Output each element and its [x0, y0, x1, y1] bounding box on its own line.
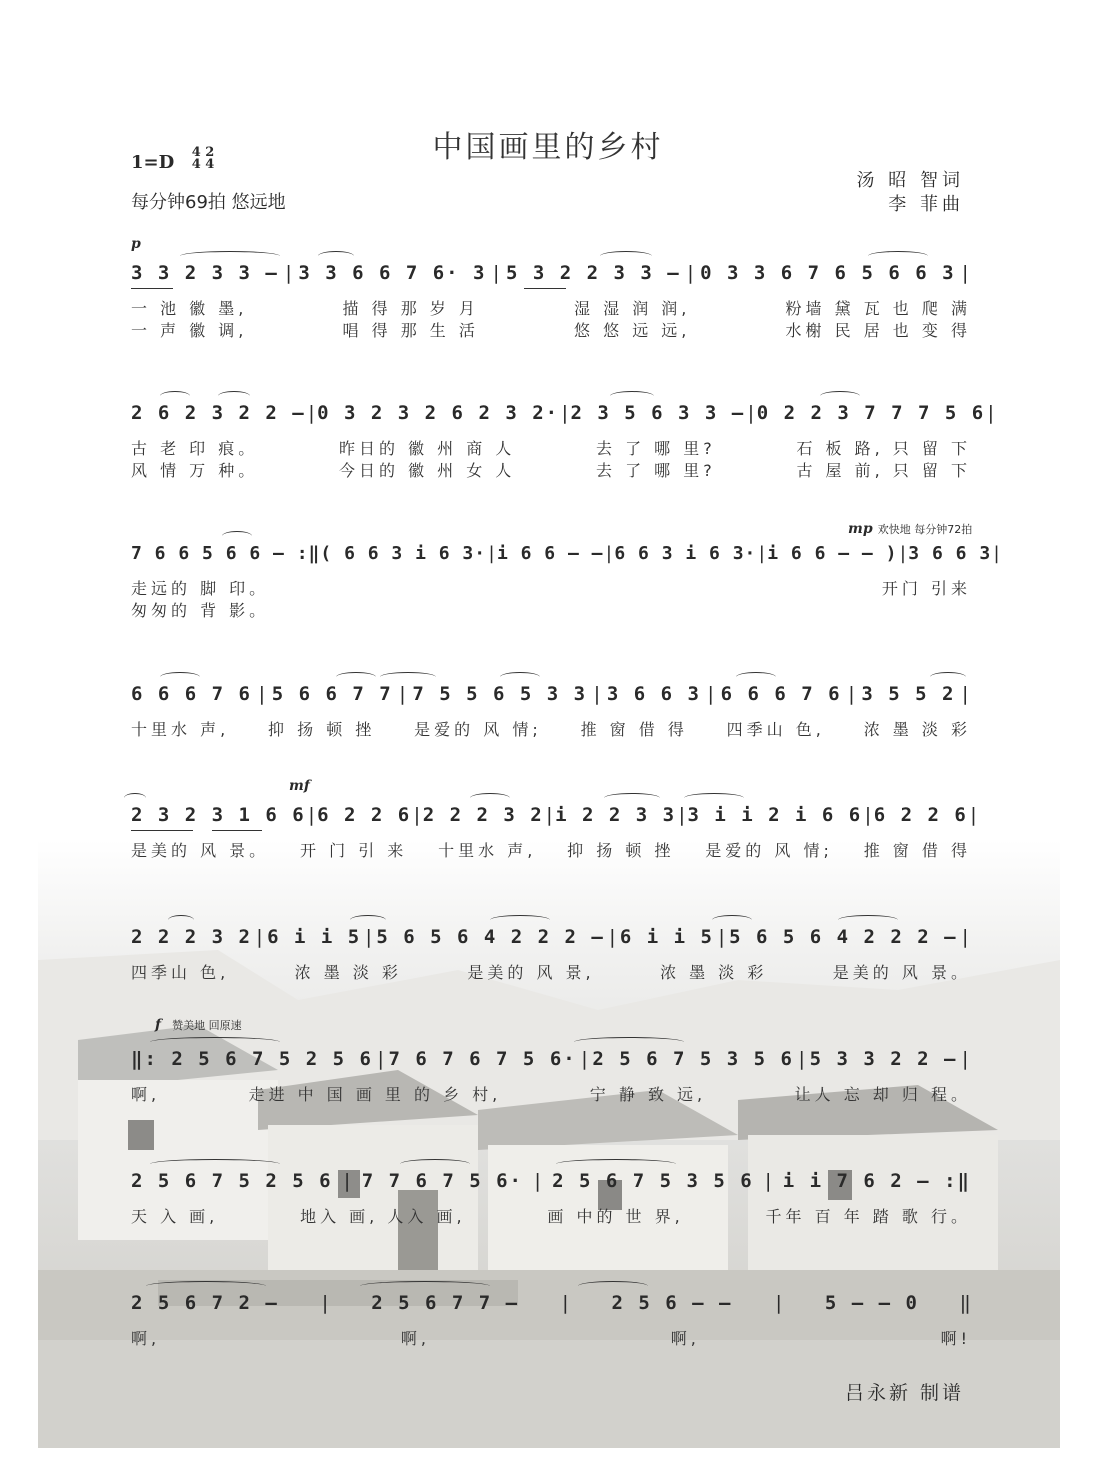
- barline: |: [796, 1048, 808, 1070]
- lyric: 去 了 哪 里?: [596, 461, 716, 480]
- lyric: 推 窗 借 得: [863, 841, 971, 860]
- slur: [574, 1037, 684, 1047]
- slur: [222, 531, 252, 541]
- lyric-line-9: [131, 1326, 971, 1349]
- measure: 6 i i 5: [619, 926, 714, 948]
- lyric: 千年 百 年 踏 歌 行。: [765, 1207, 971, 1226]
- lyric: 古 屋 前, 只 留 下: [796, 461, 971, 480]
- lyric: 走远的 脚 印。: [131, 579, 270, 598]
- slur: [820, 391, 860, 401]
- barline: |: [897, 542, 909, 564]
- slur: [578, 1281, 648, 1291]
- slur: [600, 251, 652, 261]
- final-barline: ‖: [959, 1292, 971, 1314]
- lyric: 啊,: [131, 1329, 161, 1348]
- measure: i i 7 6 2 – :‖: [782, 1170, 971, 1192]
- slur: [150, 1159, 280, 1169]
- lyric-line-3b: [131, 598, 971, 621]
- lyric: 画 中的 世 界,: [547, 1207, 684, 1226]
- measure: i 2 2 3 3: [555, 804, 677, 826]
- lyric: 浓 墨 淡 彩: [863, 720, 971, 739]
- barline: |: [411, 804, 423, 826]
- barline: |: [396, 683, 409, 705]
- notation-line-9: [131, 1288, 971, 1318]
- barline: |: [959, 683, 971, 705]
- measure: 5 6 6 7 7: [271, 683, 393, 705]
- measure: 3 i i 2 i 6 6: [687, 804, 863, 826]
- measure: 2 5 6 7 5 3 5 6: [552, 1170, 754, 1192]
- tempo-marking: 每分钟69拍 悠远地: [131, 192, 286, 213]
- lyric: 啊,: [400, 1329, 430, 1348]
- lyric: 浓 墨 淡 彩: [660, 963, 768, 982]
- lyric: 粉墙 黛 瓦 也 爬 满: [785, 299, 971, 318]
- slur: [930, 672, 966, 682]
- tempo-text: 欢快地 每分钟72拍: [877, 523, 973, 536]
- notation-line-5: [131, 800, 980, 830]
- tempo-change-marking: [848, 518, 972, 537]
- lyric-line-7: [131, 1082, 971, 1105]
- lyric: 古 老 印 痕。: [131, 439, 259, 458]
- barline: |: [772, 1292, 785, 1314]
- lyric: 昨日的 徽 州 商 人: [338, 439, 516, 458]
- barline: |: [606, 926, 619, 948]
- slur: [400, 1159, 470, 1169]
- lyric: 是美的 风 景。: [832, 963, 971, 982]
- barline: |: [845, 683, 858, 705]
- slur: [610, 391, 654, 401]
- slur: [180, 251, 280, 261]
- barline: |: [559, 1292, 572, 1314]
- measure: 3 3 2 3 3 –: [131, 262, 279, 284]
- lyric: 匆匆的 背 影。: [131, 601, 270, 620]
- barline: |: [282, 262, 295, 284]
- lyric-line-1b: [131, 318, 971, 341]
- lyric: 十里水 声,: [438, 841, 537, 860]
- barline: |: [341, 1170, 353, 1192]
- slur: [838, 915, 898, 925]
- measure: 3 6 6 3: [606, 683, 701, 705]
- slur: [360, 1281, 490, 1291]
- measure: 2 6 2 3 2 2 –: [131, 402, 306, 424]
- notation-line-4: [131, 679, 971, 709]
- tempo-change-marking: [155, 1014, 242, 1033]
- lyricist-credit: 汤 昭 智词: [856, 170, 964, 191]
- measure: 3 6 6 3: [908, 542, 992, 564]
- measure: 2 3 2 3 1 6 6: [131, 804, 306, 826]
- lyric: 啊!: [940, 1329, 971, 1348]
- song-title: 中国画里的乡村: [432, 130, 664, 165]
- dynamic-marking: mf: [289, 778, 310, 794]
- lyric: 风 情 万 种。: [131, 461, 259, 480]
- measure: ‖: 2 5 6 7 5 2 5 6: [131, 1048, 373, 1070]
- measure: 0 3 3 6 7 6 5 6 6 3: [700, 262, 956, 284]
- barline: |: [676, 804, 688, 826]
- lyric: 开门 引来: [881, 579, 971, 598]
- barline: |: [559, 402, 571, 424]
- lyric: 是美的 风 景。: [131, 841, 270, 860]
- slur: [684, 793, 744, 803]
- barline: |: [375, 1048, 387, 1070]
- measure: 0 2 2 3 7 7 7 5 6: [756, 402, 986, 424]
- barline: |: [959, 1048, 971, 1070]
- slur: [490, 915, 550, 925]
- measure: 6 6 3 i 6 3·: [614, 542, 757, 564]
- barline: |: [319, 1292, 331, 1314]
- measure: 5 6 5 6 4 2 2 2 –: [729, 926, 958, 948]
- barline: |: [985, 402, 997, 424]
- slur: [500, 672, 540, 682]
- barline: |: [486, 542, 497, 564]
- lyric-line-1a: [131, 296, 971, 319]
- key-signature: 1=D: [131, 152, 175, 173]
- lyric: 浓 墨 淡 彩: [294, 963, 402, 982]
- slur: [350, 915, 386, 925]
- barline: |: [490, 262, 502, 284]
- slur: [736, 672, 776, 682]
- measure: 0 3 2 3 2 6 2 3 2·: [317, 402, 560, 424]
- dynamic-marking: p: [131, 236, 141, 252]
- measure: 5 3 2 2 3 3 –: [505, 262, 681, 284]
- lyric: 是美的 风 景,: [467, 963, 595, 982]
- arranger-credit: 吕永新 制谱: [844, 1382, 964, 1404]
- barline: |: [578, 1048, 591, 1070]
- time-signature-top: 4 2: [191, 145, 215, 160]
- measure: 2 5 6 7 7 –: [371, 1292, 520, 1314]
- lyric: 一 池 徽 墨,: [131, 299, 248, 318]
- measure: 2 5 6 7 5 3 5 6: [592, 1048, 794, 1070]
- notation-line-3: [131, 538, 1002, 568]
- lyric: 四季山 色,: [726, 720, 825, 739]
- barline: |: [305, 402, 318, 424]
- underline-beam: [131, 288, 173, 289]
- measure: 6 2 2 6: [317, 804, 412, 826]
- barline: |: [603, 542, 615, 564]
- lyric-line-6: [131, 960, 971, 983]
- measure: 5 – – 0: [824, 1292, 919, 1314]
- measure: 6 2 2 6: [873, 804, 968, 826]
- lyric: 啊,: [131, 1085, 161, 1104]
- lyric-line-5: [131, 838, 971, 861]
- slur: [160, 672, 200, 682]
- underline-beam: [131, 830, 193, 831]
- barline: |: [959, 262, 971, 284]
- composer-credit: 李 菲曲: [888, 194, 964, 215]
- slur: [712, 915, 752, 925]
- lyric: 宁 静 致 远,: [589, 1085, 707, 1104]
- measure: 2 3 5 6 3 3 –: [570, 402, 746, 424]
- lyric-line-8: [131, 1204, 971, 1227]
- barline: |: [862, 804, 874, 826]
- measure: 6 i i 5: [267, 926, 362, 948]
- notation-line-7: [131, 1044, 971, 1074]
- barline: |: [256, 683, 268, 705]
- measure: 7 7 6 7 5 6·: [361, 1170, 523, 1192]
- slur: [868, 251, 928, 261]
- barline: |: [745, 402, 757, 424]
- measure: 2 2 2 3 2: [131, 926, 252, 948]
- barline: |: [253, 926, 266, 948]
- slur: [160, 391, 190, 401]
- measure: 3 3 6 6 7 6· 3: [298, 262, 487, 284]
- measure: 5 3 3 2 2 –: [809, 1048, 958, 1070]
- measure: 3 5 5 2: [861, 683, 956, 705]
- lyric: 让人 忘 却 归 程。: [794, 1085, 971, 1104]
- lyric-line-2a: [131, 436, 971, 459]
- lyric: 湿 湿 润 润,: [574, 299, 691, 318]
- barline: |: [756, 542, 768, 564]
- barline: |: [591, 683, 603, 705]
- lyric: 天 入 画,: [131, 1207, 219, 1226]
- measure: 5 6 5 6 4 2 2 2 –: [376, 926, 605, 948]
- measure: 7 5 5 6 5 3 3: [412, 683, 588, 705]
- slur: [604, 793, 660, 803]
- tempo-text: 赞美地 回原速: [172, 1019, 242, 1032]
- time-signature-bottom: 4 4: [191, 157, 215, 172]
- dynamic-marking: f: [155, 1017, 162, 1033]
- measure: 6 6 6 7 6: [720, 683, 842, 705]
- slur: [470, 793, 510, 803]
- underline-beam: [524, 288, 566, 289]
- lyric: 是爱的 风 情;: [705, 841, 833, 860]
- lyric: 是爱的 风 情;: [414, 720, 542, 739]
- barline: |: [543, 804, 556, 826]
- barline: |: [705, 683, 717, 705]
- measure: 6 6 6 7 6: [131, 683, 252, 705]
- measure: ( 6 6 3 i 6 3·: [320, 542, 487, 564]
- notation-line-6: [131, 922, 971, 952]
- measure: i 6 6 – – ): [767, 542, 898, 564]
- barline: |: [684, 262, 697, 284]
- time-signature: [183, 147, 223, 171]
- slur: [336, 672, 376, 682]
- lyric: 唱 得 那 生 活: [342, 321, 479, 340]
- lyric: 今日的 徽 州 女 人: [338, 461, 516, 480]
- notation-line-8: [131, 1166, 971, 1196]
- measure: i 6 6 – –: [496, 542, 604, 564]
- lyric: 十里水 声,: [131, 720, 230, 739]
- measure: 7 6 6 5 6 6 – :‖: [131, 542, 321, 564]
- barline: |: [959, 926, 971, 948]
- lyric: 石 板 路, 只 留 下: [796, 439, 971, 458]
- lyric: 地入 画, 人入 画,: [300, 1207, 466, 1226]
- notation-line-1: [131, 258, 971, 288]
- barline: |: [305, 804, 318, 826]
- underline-beam: [212, 830, 262, 831]
- measure: 2 5 6 – –: [611, 1292, 733, 1314]
- barline: |: [363, 926, 375, 948]
- barline: |: [762, 1170, 774, 1192]
- lyric: 描 得 那 岁 月: [342, 299, 479, 318]
- notation-line-2: [131, 398, 997, 428]
- lyric-line-3a: [131, 576, 971, 599]
- slur: [124, 793, 146, 803]
- dynamic-marking: mp: [848, 521, 873, 537]
- lyric: 四季山 色,: [131, 963, 230, 982]
- slur: [380, 672, 436, 682]
- lyric: 悠 悠 远 远,: [574, 321, 691, 340]
- slur: [318, 251, 354, 261]
- lyric-line-4: [131, 717, 971, 740]
- lyric: 走进 中 国 画 里 的 乡 村,: [248, 1085, 502, 1104]
- measure: 2 5 6 7 2 –: [131, 1292, 279, 1314]
- barline: |: [991, 542, 1002, 564]
- lyric: 抑 扬 顿 挫: [567, 841, 675, 860]
- lyric: 一 声 徽 调,: [131, 321, 248, 340]
- barline: |: [967, 804, 980, 826]
- barline: |: [715, 926, 728, 948]
- measure: 2 2 2 3 2: [422, 804, 544, 826]
- slur: [146, 1281, 266, 1291]
- slur: [150, 1037, 280, 1047]
- lyric: 去 了 哪 里?: [596, 439, 716, 458]
- lyric: 推 窗 借 得: [580, 720, 688, 739]
- lyric: 开 门 引 来: [300, 841, 408, 860]
- lyric: 啊,: [670, 1329, 700, 1348]
- lyric: 抑 扬 顿 挫: [268, 720, 376, 739]
- slur: [556, 1159, 676, 1169]
- slur: [168, 915, 194, 925]
- lyric-line-2b: [131, 458, 971, 481]
- measure: 2 5 6 7 5 2 5 6: [131, 1170, 333, 1192]
- lyric: 水榭 民 居 也 变 得: [785, 321, 971, 340]
- slur: [218, 391, 250, 401]
- barline: |: [531, 1170, 544, 1192]
- measure: 7 6 7 6 7 5 6·: [388, 1048, 577, 1070]
